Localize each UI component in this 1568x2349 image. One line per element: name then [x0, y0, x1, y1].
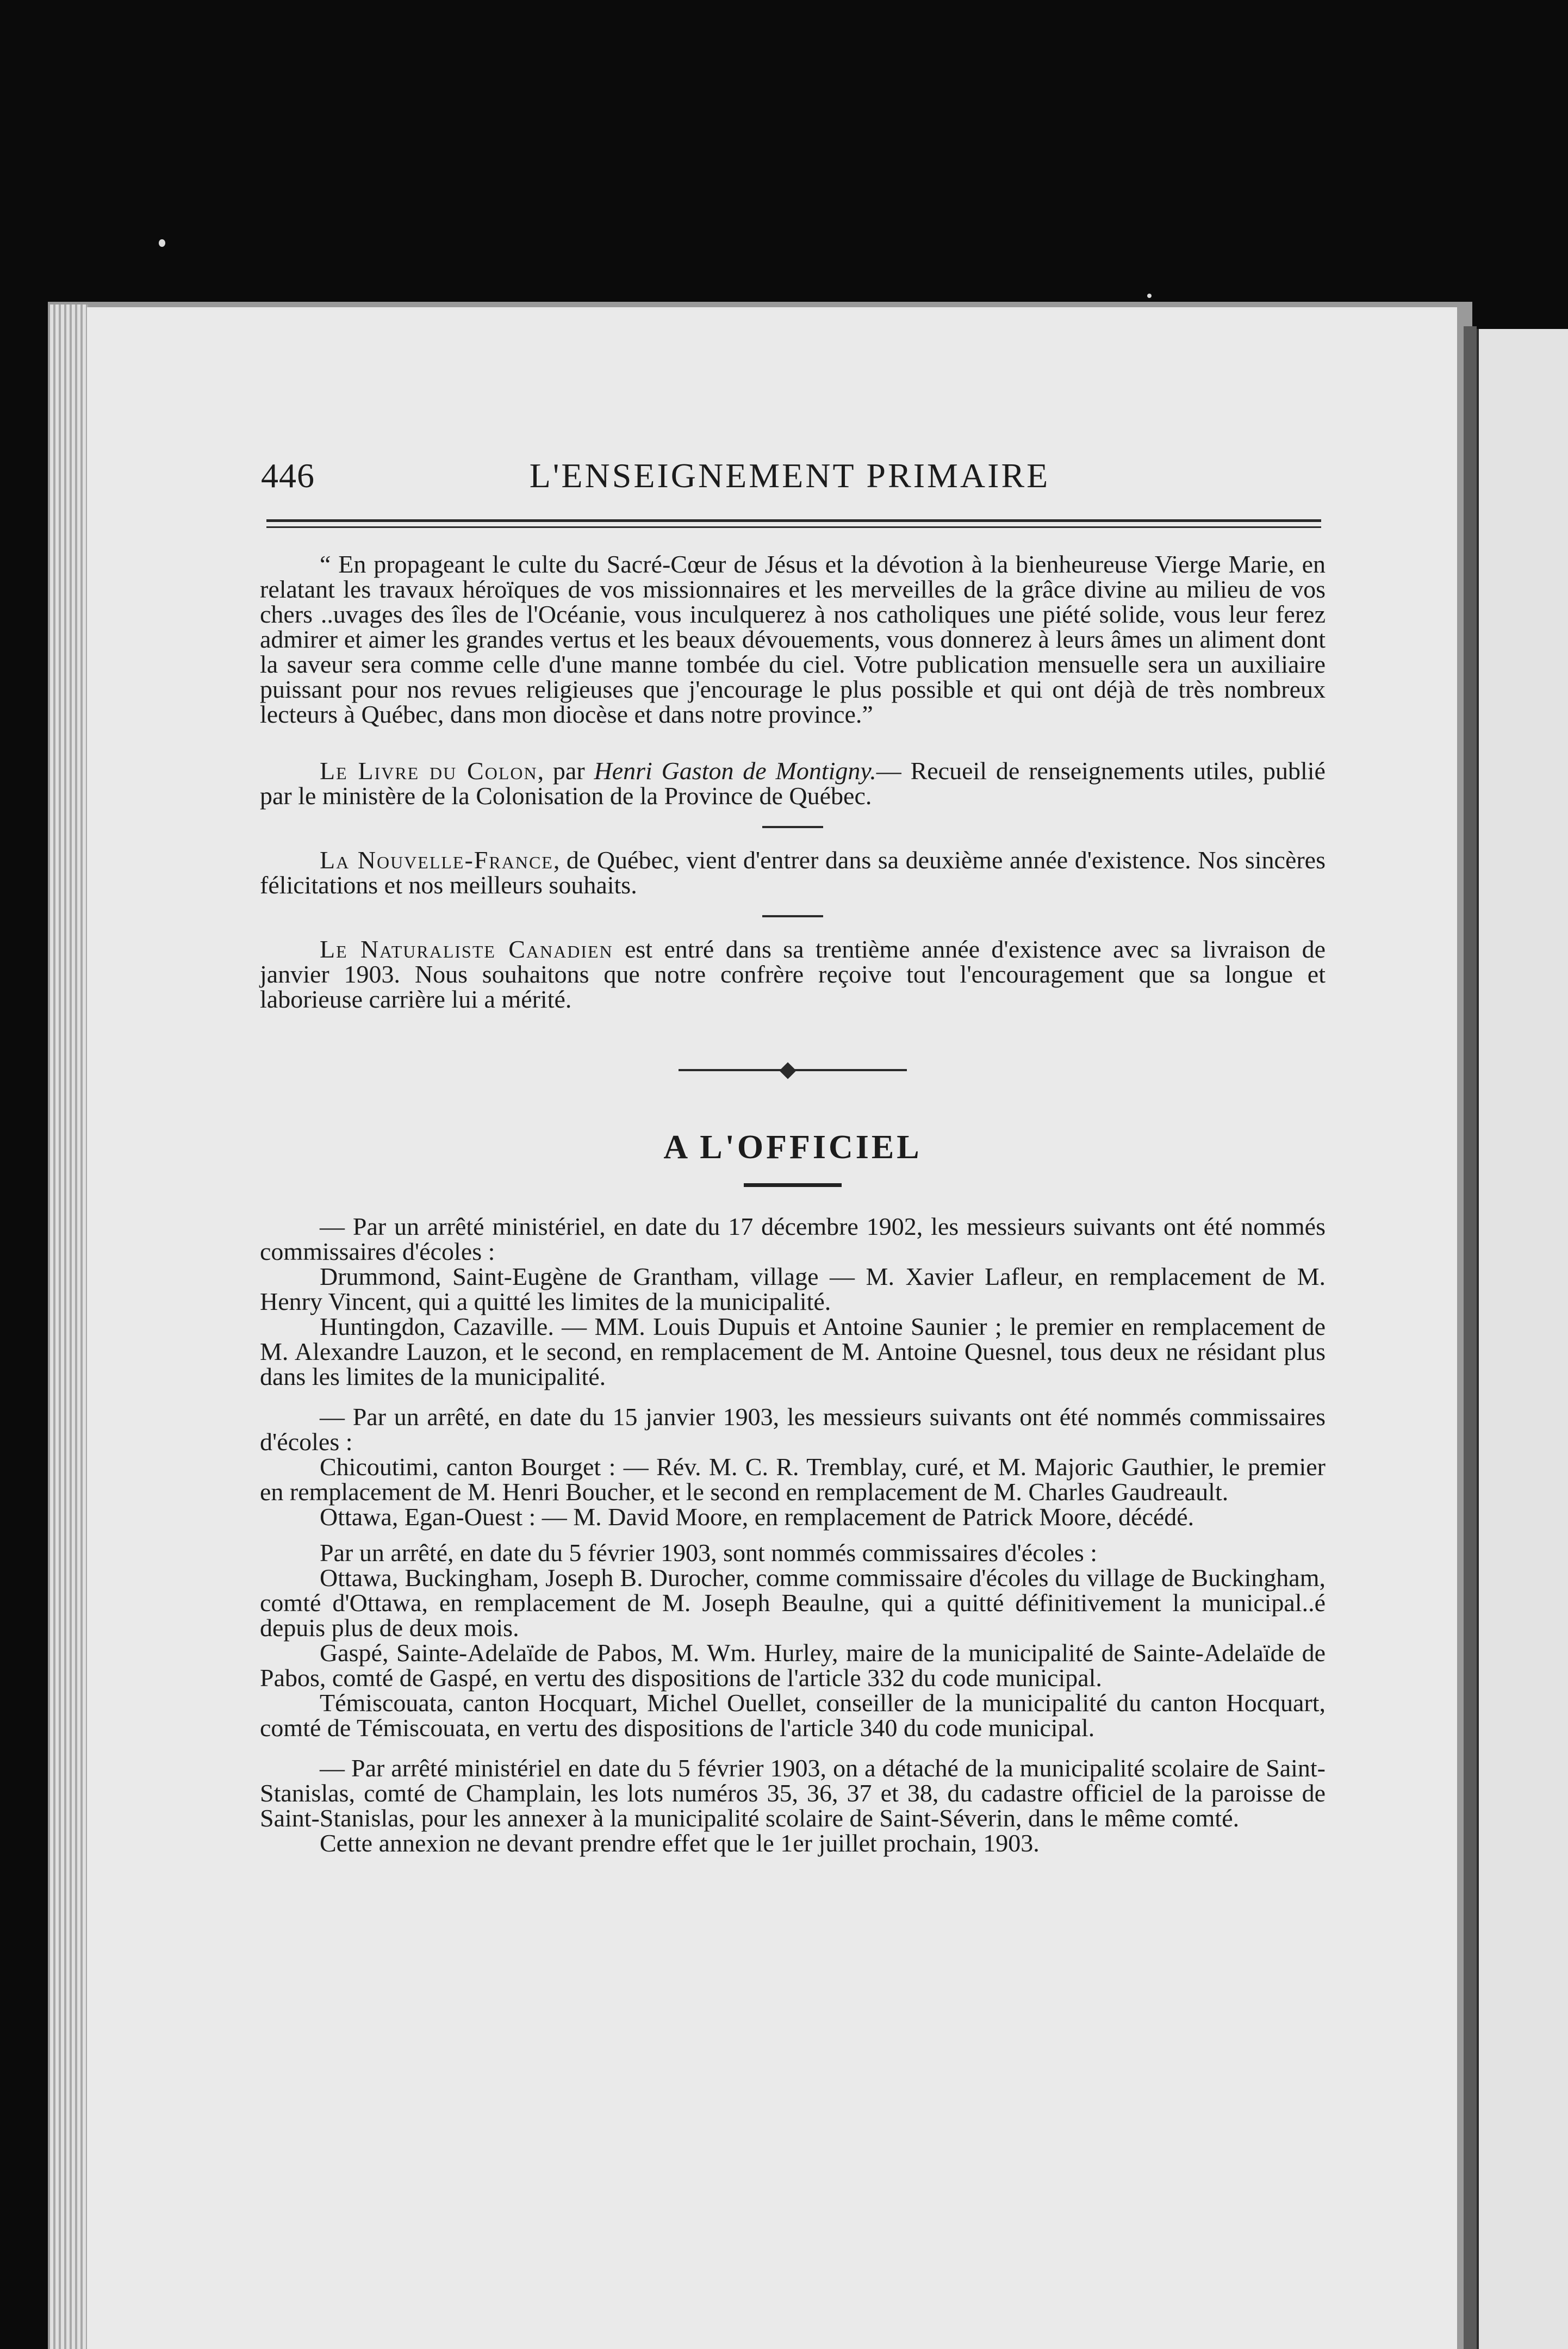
- ornamental-divider: [679, 1062, 907, 1078]
- journal-title: L'ENSEIGNEMENT PRIMAIRE: [529, 456, 1050, 495]
- nf-title: La Nouvelle-France: [320, 846, 553, 874]
- header-rule: [266, 519, 1321, 522]
- dust-speck: [1147, 294, 1152, 298]
- quote-paragraph: “ En propageant le culte du Sacré-Cœur de Jésus et la dévotion à la bienheureuse Vierge Marie, en relatant les travaux héroïques de vos missionnaires et les merveilles de la grâce divine au milieu de vos chers ..uvages des îles de l'Océanie, vous inculquerez à nos catholiques une piété solide, vous leur ferez admirer et aimer les grandes vertus et les beaux dévouements, vous donnerez à leurs âmes un aliment dont la saveur sera comme celle d'une manne tombée du ciel. Votre publication mensuelle sera un auxiliaire puissant pour nos revues religieuses que j'encourage le plus possible et qui ont déjà de très nombreux lecteurs à Québec, dans mon diocèse et dans notre province.”: [260, 550, 1326, 728]
- entry-chicoutimi: Chicoutimi, canton Bourget : — Rév. M. C. R. Tremblay, curé, et M. Majoric Gauthier, le premier en remplacement de M. Henri Boucher, et le second en remplacement de M. Charles Gaudreault.: [260, 1453, 1326, 1506]
- ornament-diamond: [779, 1062, 796, 1079]
- livre-author: Henri Gaston de Montigny.: [594, 757, 876, 785]
- book-gutter: [1464, 326, 1477, 2349]
- nat-rest: est entré dans sa trentième année d'existence avec sa livraison de janvier 1903. Nous souhaitons que notre confrère reçoive tout l'encouragement que sa longue et laborieuse carrière lui a mérité.: [260, 935, 1326, 1013]
- decree-annexation: — Par arrêté ministériel en date du 5 février 1903, on a détaché de la municipalité scolaire de Saint-Stanislas, comté de Champlain, les lots numéros 35, 36, 37 et 38, du cadastre officiel de la paroisse de Saint-Stanislas, pour les annexer à la municipalité scolaire de Saint-Séverin, dans le même comté.: [260, 1754, 1326, 1832]
- naturaliste-notice: [260, 937, 1326, 1012]
- nouvelle-france-notice: [260, 848, 1326, 898]
- livre-title: Le Livre du Colon: [320, 757, 538, 785]
- page-stack-edge: [50, 304, 88, 2349]
- header-rule-thin: [266, 526, 1321, 528]
- livre-rest: — Recueil de renseignements utiles, publié par le ministère de la Colonisation de la Province de Québec.: [260, 757, 1326, 810]
- livre-by: , par: [537, 757, 594, 785]
- livre-du-colon-notice: [260, 759, 1326, 809]
- decree-feb-1903: Par un arrêté, en date du 5 février 1903, sont nommés commissaires d'écoles :: [320, 1539, 1098, 1567]
- annexation-effective-date: Cette annexion ne devant prendre effet que le 1er juillet prochain, 1903.: [320, 1829, 1040, 1857]
- dust-speck: [159, 239, 165, 247]
- page-number: 446: [261, 456, 315, 495]
- decree-dec-1902: — Par un arrêté ministériel, en date du 17 décembre 1902, les messieurs suivants ont été nommés commissaires d'écoles :: [260, 1213, 1326, 1265]
- section-title-rule: [744, 1183, 842, 1187]
- page-body: [260, 552, 1326, 1856]
- entry-huntingdon: Huntingdon, Cazaville. — MM. Louis Dupuis et Antoine Saunier ; le premier en remplacement de M. Alexandre Lauzon, et le second, en remplacement de M. Antoine Quesnel, tous deux ne résidant plus dans les limites de la municipalité.: [260, 1313, 1326, 1390]
- entry-ottawa-egan: Ottawa, Egan-Ouest : — M. David Moore, en remplacement de Patrick Moore, décédé.: [320, 1503, 1194, 1531]
- running-head: [256, 446, 1324, 500]
- nf-rest: , de Québec, vient d'entrer dans sa deuxième année d'existence. Nos sincères félicitations et nos meilleurs souhaits.: [260, 846, 1326, 899]
- facing-page-edge: [1477, 329, 1568, 2349]
- entry-temiscouata: Témiscouata, canton Hocquart, Michel Ouellet, conseiller de la municipalité du canton Hocquart, comté de Témiscouata, en vertu des dispositions de l'article 340 du code municipal.: [260, 1689, 1326, 1742]
- entry-gaspe: Gaspé, Sainte-Adelaïde de Pabos, M. Wm. Hurley, maire de la municipalité de Sainte-Adelaïde de Pabos, comté de Gaspé, en vertu des dispositions de l'article 332 du code municipal.: [260, 1639, 1326, 1692]
- section-title: A L'OFFICIEL: [663, 1129, 922, 1166]
- decree-jan-1903: — Par un arrêté, en date du 15 janvier 1903, les messieurs suivants ont été nommés commissaires d'écoles :: [260, 1403, 1326, 1456]
- entry-buckingham: Ottawa, Buckingham, Joseph B. Durocher, comme commissaire d'écoles du village de Buckingham, comté d'Ottawa, en remplacement de M. Joseph Beaulne, qui a quitté définitivement la municipal..é depuis plus de deux mois.: [260, 1564, 1326, 1642]
- nat-title: Le Naturaliste Canadien: [320, 935, 613, 963]
- entry-drummond: Drummond, Saint-Eugène de Grantham, village — M. Xavier Lafleur, en remplacement de M. Henry Vincent, qui a quitté les limites de la municipalité.: [260, 1263, 1326, 1315]
